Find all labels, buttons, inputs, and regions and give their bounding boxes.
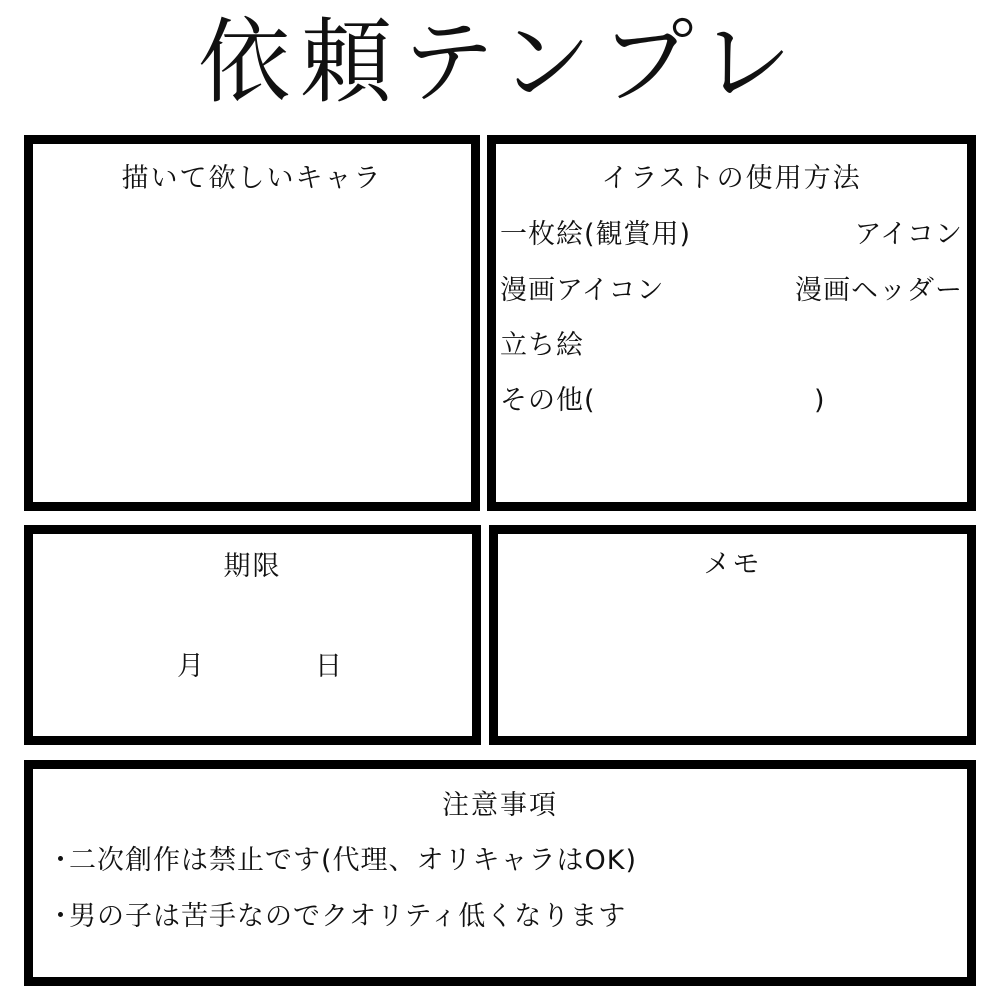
notes-list-item [47,900,626,934]
usage-option-manga-icon: 漫画アイコン [500,275,665,306]
notes-heading: 注意事項 [442,790,558,821]
memo-heading: メモ [703,549,762,580]
notes-item-text: 男の子は苦手なのでクオリティ低くなります [69,901,627,932]
illustration-usage-box [487,135,976,511]
notes-list-item [47,844,637,878]
illustration-usage-heading: イラストの使用方法 [601,163,862,194]
deadline-day-label: 日 [315,651,342,682]
deadline-box [24,525,481,745]
usage-option-single-art: 一枚絵(観賞用) [500,219,692,250]
usage-option-other: その他( [500,385,596,416]
deadline-heading: 期限 [223,551,282,582]
bullet-mark: ・ [47,845,75,876]
usage-option-other-close-paren: ) [814,385,826,416]
bullet-mark: ・ [47,901,75,932]
character-request-box [24,135,480,511]
notes-item-text: 二次創作は禁止です(代理、オリキャラはOK) [69,845,638,876]
usage-option-manga-header: 漫画ヘッダー [795,275,963,306]
memo-box [489,525,976,745]
usage-option-standing-art: 立ち絵 [500,330,584,361]
deadline-month-label: 月 [177,651,204,682]
usage-option-icon: アイコン [854,219,963,250]
notes-box [24,760,976,986]
character-request-heading: 描いて欲しいキャラ [121,163,383,194]
page-title: 依頼テンプレ [198,9,802,116]
